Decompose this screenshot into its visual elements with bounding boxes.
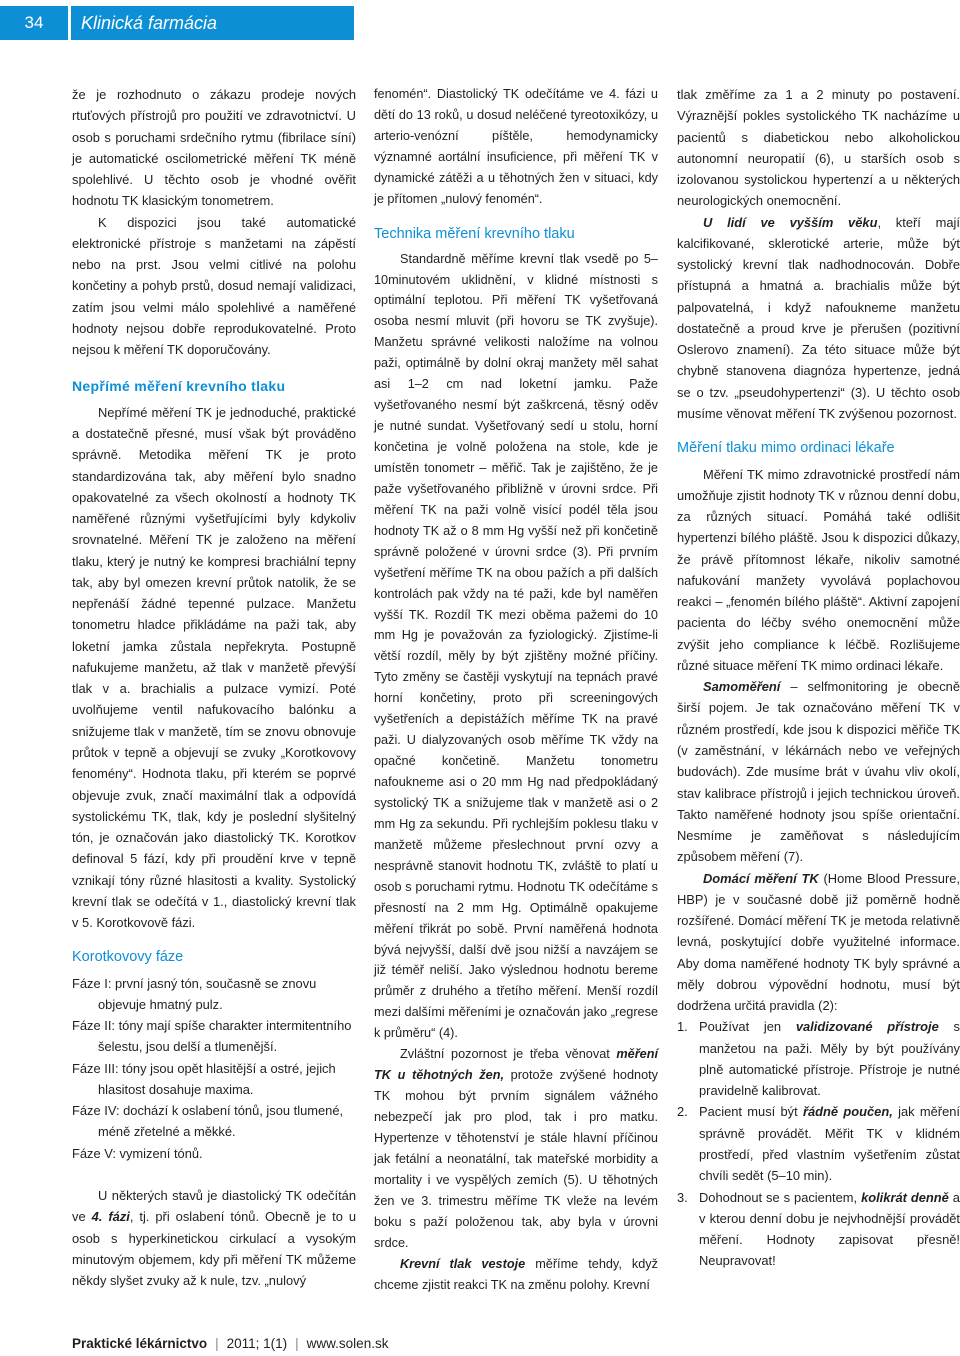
footer-separator: | (295, 1336, 299, 1351)
journal-issue: 2011; 1(1) (226, 1336, 288, 1351)
paragraph: U některých stavů je diastolický TK odečítán ve 4. fázi, tj. při oslabení tónů. Obecně je to u osob s hyperkinetickou cirkulací a vysokým minutovým objemem, kdy při měření TK můžeme někdy slyšet zvuky až k nule, tzv. „nulový (72, 1188, 357, 1289)
list-item: Fáze III: tóny jsou opět hlasitější a ostré, jejich hlasitost dosahuje maxima. (72, 1060, 336, 1097)
column-2 (374, 84, 658, 1295)
list-item: Fáze II: tóny mají spíše charakter intermitentního šelestu, jsou delší a tlumenější. (72, 1018, 352, 1055)
paragraph: Domácí měření TK (Home Blood Pressure, HBP) je v současné době již poměrně hodně rozšířené. Domácí měření TK je metoda relativně levná, poskytující dobře využitelné informace. Aby doma naměřené hodnoty TK byly správné a měly dobrou výpovědní hodnotu, musí být dodržena určitá pravidla (2): (677, 870, 960, 1014)
paragraph: Měření TK mimo zdravotnické prostředí nám umožňuje zjistit hodnoty TK v různou denní dobu, za různých situací. Pomáhá také odlišit hypertenzi bílého pláště. Jsou k dispozici důkazy, že právě přítomnost lékaře, nikoliv samotné nafukování manžety vyvolává poplachovou reakci – „fenomén bílého pláště“. Aktivní zapojení pacienta do léčby svého onemocnění může zvýšit jeho compliance k léčbě. Rozlišujeme různé situace měření TK mimo ordinaci lékaře. (677, 466, 960, 673)
section-heading: Korotkovovy fáze (72, 949, 184, 966)
paragraph: Standardně měříme krevní tlak vsedě po 5–10minutovém uklidnění, v klidné místnosti s optimální teplotou. Při měření TK vyšetřovaná osoba nesmí mluvit (při hovoru se TK zvyšuje). Manžetu správné velikosti naložíme na volnou paži, optimálně by dolní okraj manžety měl sahat asi 1–2 cm nad loketní jamku. Paže vyšetřovaného nesmí být zaškrcená, těsný oděv je nutné sundat. Vyšetřovaný sedí u stolu, horní končetina je volně položena na stole, kde je umístěn tonometr – měřič. Tak je zajištěno, že je paže vyšetřovaného přibližně v úrovni srdce. Při měření TK na paži volně visící podél těla jsou hodnoty TK až o 8 mm Hg vyšší než při končetině správně položené v úrovni srdce (3). Při prvním vyšetření měříme TK na obou pažích a při dalších kontrolách pak vždy na té paži, kde byl naměřen vyšší TK. Rozdíl TK mezi oběma pažemi do 10 mm Hg je považován za fyziologický. Zjistíme-li větší rozdíl, měly by být zjištěny možné příčiny. Tyto změny se častěji vyskytují na tepnách pravé horní končetiny, proto při screeningových vyšetřeních a depistážích měříme TK na pravé paži. U dialyzovaných osob měříme TK vždy na opačné končetině. Manžetu tonometru nafoukneme asi o 20 mm Hg nad předpokládaný systolický TK a snižujeme tlak v manžetě asi o 2 mm Hg za sekundu. Při rychlejším poklesu tlaku v manžetě můžeme přeslechnout první ozvy a nesprávně stanovit hodnotu TK, zvláště to platí u osob s poruchami rytmu. Hodnotu TK odečítáme s přesností na 2 mm Hg. Optimálně opakujeme měření třikrát po sobě. První naměřená hodnota bývá nejvyšší, další dvě jsou nižší a navzájem se již téměř neliší. Jako výslednou hodnotu bereme průměr z druhého a třetího měření. Menší rozdíl mezi dalšími měřeními je označován jako „regrese k průměru“ (4). (374, 251, 658, 1041)
list-item: Fáze V: vymizení tónů. (72, 1145, 203, 1161)
paragraph: Nepřímé měření TK je jednoduché, praktické a dostatečně přesné, musí však být prováděno správně. Metodika měření TK je proto standardizována tak, aby měření bylo snadno opakovatelné za všech okolností a hodnoty TK naměřené různými vyšetřujícími byly kdykoliv srovnatelné. Měření TK je založeno na měření tlaku, který je nutný ke kompresi brachiální tepny tak, aby byl omezen krevní průtok natolik, že se nepřenáší žádné tepenné pulzace. Manžetu tonometru hladce přikládáme na paži tak, aby loketní jamka zůstala nepřekryta. Postupně nafukujeme manžetu, až tlak v manžetě převýší tlak v a. brachialis a pulzace vymizí. Poté uvolňujeme ventil nafukovacího balónku a snižujeme tlak v manžetě, tím se znovu obnovuje průtok v tepně a objevují se zvuky „Korotkovovy fenomény“. Hodnota tlaku, při kterém se poprvé objevuje zvuk, značí maximální tlak a odpovídá systolickému TK, tlak, kdy je poslední slyšitelný tón, je označován jako diastolický TK. Korotkov definoval 5 fází, kdy při proudění krve v tepně vznikají tóny různé hlasitosti a kvality. Systolický krevní tlak se odečítá v 1., diastolický krevní tlak v 5. Korotkovově fázi. (72, 404, 356, 931)
paragraph: fenomén“. Diastolický TK odečítáme ve 4. fázi u dětí do 13 roků, u dosud neléčené tyreotoxikózy, u arterio-venózní píštěle, hemodynamicky významné aortální insuficience, při měření TK v dynamické zátěži a u těhotných žen v situaci, kdy je přítomen „nulový fenomén“. (374, 87, 658, 206)
paragraph: Krevní tlak vestoje měříme tehdy, když chceme zjistit reakci TK na změnu polohy. Krevní (374, 1256, 658, 1292)
journal-website[interactable]: www.solen.sk (306, 1336, 389, 1351)
list-item: 1. Používat jen validizované přístroje s manžetou na paži. Měly by být používány plně automatické přístroje. Přístroje je nutné pravidelně kalibrovat. (677, 1019, 960, 1099)
section-heading: Měření tlaku mimo ordinaci lékaře (677, 440, 895, 457)
section-heading: Nepřímé měření krevního tlaku (72, 378, 286, 395)
paragraph: tlak změříme za 1 a 2 minuty po postavení. Výraznější pokles systolického TK nacházíme u pacientů s diabetickou nebo alkoholickou autonomní neuropatií (6), u starších osob s izolovanou systolickou hypertenzí a u některých neurologických onemocnění. (677, 87, 960, 209)
paragraph: Zvláštní pozornost je třeba věnovat měření TK u těhotných žen, protože zvýšené hodnoty TK mohou být prvním signálem vážného nebezpečí jak pro plod, tak i pro matku. Hypertenze v těhotenství je stále hlavní příčinou jak fetální a neonatální, tak mateřské morbidity a mortality i ve vyspělých zemích (5). U těhotných žen ve 3. trimestru měříme TK vleže na levém boku s paží položenou tak, aby byla v úrovni srdce. (374, 1047, 658, 1250)
paragraph: U lidí ve vyšším věku, kteří mají kalcifikované, sklerotické arterie, může být systolický krevní tlak nadhodnocován. Dobře přístupná a hmatná a. brachialis může být palpovatelná, i když nafoukneme manžetu dostatečně a proud krve je přerušen (pozitivní Oslerovo znamení). Za této situace může být chybně stanovena diagnóza hypertenze, jedná se o tzv. „pseudohypertenzi“ (3). U těchto osob musíme věnovat měření TK zvýšenou pozornost. (677, 214, 960, 421)
paragraph: že je rozhodnuto o zákazu prodeje nových rtuťových přístrojů pro použití ve zdravotnictví. U osob s poruchami srdečního rytmu (fibrilace síní) je automatické oscilometrické měření TK méně spolehlivé. U těchto osob je vhodné ověřit hodnotu TK klasickým tonometrem. (72, 87, 356, 209)
page-number: 34 (0, 6, 68, 40)
paragraph: Samoměření – selfmonitoring je obecně širší pojem. Je tak označováno měření TK v různém prostředí, kde jsou k dispozici měřiče TK (v zaměstnání, v lékárnách nebo ve veřejných budovách). Zde musíme brát v úvahu vliv okolí, stav kalibrace přístrojů i jejich technickou úroveň. Takto naměřené hodnoty jsou spíše orientační. Nesmíme je zaměňovat s následujícím způsobem měření (7). (677, 679, 960, 865)
page-header (0, 6, 354, 40)
section-title: Klinická farmácia (71, 6, 354, 40)
list-item: Fáze IV: dochází k oslabení tónů, jsou tlumené, méně zřetelné a měkké. (72, 1103, 344, 1140)
paragraph: K dispozici jsou také automatické elektronické přístroje s manžetami na zápěstí nebo na prst. Jsou velmi citlivé na polohu končetiny a pohyb prstů, dosud nemají validizaci, zatím jsou velmi málo spolehlivé a naměřené hodnoty nejsou dobře reprodukovatelné. Proto nejsou k měření TK doporučovány. (72, 214, 356, 358)
page-footer (72, 1336, 388, 1351)
column-1 (72, 84, 356, 1291)
column-3 (677, 84, 960, 1272)
list-item: 2. Pacient musí být řádně poučen, jak měření správně provádět. Měřit TK v klidném prostředí, před vlastním vyšetřením zůstat chvíli sedět (5–10 min). (677, 1104, 960, 1184)
list-item: Fáze I: první jasný tón, současně se znovu objevuje hmatný pulz. (72, 975, 317, 1012)
footer-separator: | (215, 1336, 219, 1351)
section-heading: Technika měření krevního tlaku (374, 225, 575, 242)
journal-name: Praktické lékárnictvo (72, 1336, 208, 1351)
list-item: 3. Dohodnout se s pacientem, kolikrát denně a v kterou denní dobu je nejvhodnější provádět měření. Hodnoty zapisovat přesně! Neupravovat! (677, 1189, 960, 1269)
